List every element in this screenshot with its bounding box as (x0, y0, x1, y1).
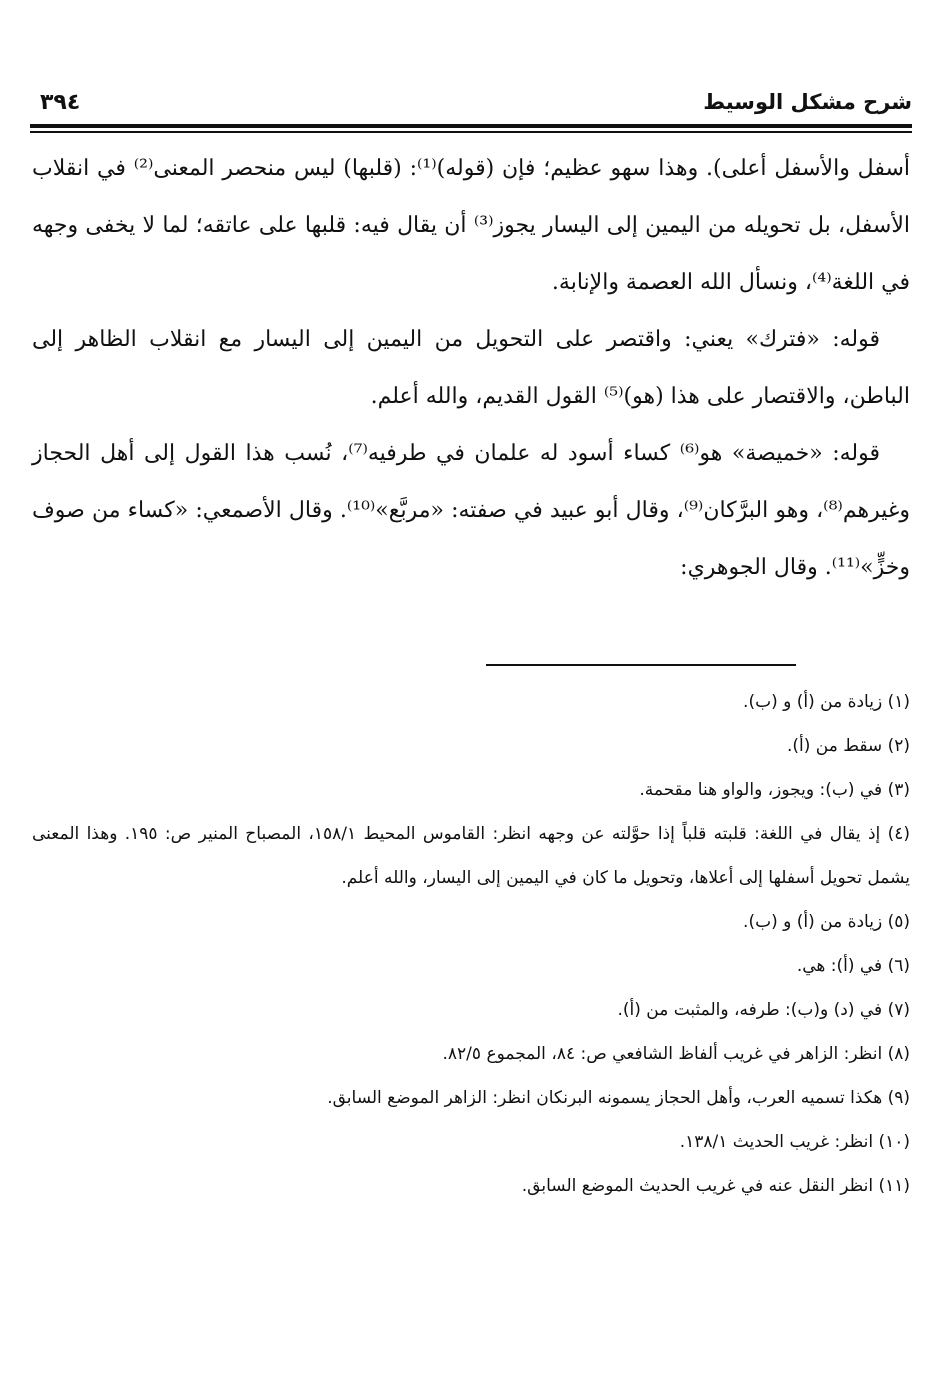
footnote-7: (٧) في (د) و(ب): طرفه، والمثبت من (أ). (617, 1000, 910, 1020)
page-header (30, 90, 912, 126)
footnote-8: (٨) انظر: الزاهر في غريب ألفاظ الشافعي ص: ٨٤، المجموع ٨٢/٥. (442, 1044, 910, 1064)
main-text (32, 140, 910, 596)
footnote-9: (٩) هكذا تسميه العرب، وأهل الحجاز يسمونه البرنكان انظر: الزاهر الموضع السابق. (327, 1088, 910, 1108)
footnote-1: (١) زيادة من (أ) و (ب). (743, 692, 910, 712)
paragraph-1: أسفل والأسفل أعلى). وهذا سهو عظيم؛ فإن (قوله)⁽¹⁾: (قلبها) ليس منحصر المعنى⁽²⁾ في انقلاب الأسفل، بل تحويله من اليمين إلى اليسار يجوز⁽³⁾ أن يقال فيه: قلبها على عاتقه؛ لما لا يخفى وجهه في اللغة⁽⁴⁾، ونسأل الله العصمة والإنابة. (32, 156, 911, 295)
footnote-3: (٣) في (ب): ويجوز، والواو هنا مقحمة. (639, 780, 910, 800)
header-rule-thick (30, 124, 912, 128)
footnotes (32, 680, 910, 1208)
paragraph-3: قوله: «خميصة» هو⁽⁶⁾ كساء أسود له علمان في طرفيه⁽⁷⁾، نُسب هذا القول إلى أهل الحجاز وغيرهم⁽⁸⁾، وهو البرَّكان⁽⁹⁾، وقال أبو عبيد في صفته: «مربَّع»⁽¹⁰⁾. وقال الأصمعي: «كساء من صوف وخزٍّ»⁽¹¹⁾. وقال الجوهري: (32, 441, 910, 580)
page-number: ٣٩٤ (40, 90, 81, 115)
footnote-2: (٢) سقط من (أ). (786, 736, 910, 756)
footnote-separator (486, 664, 796, 666)
footnote-11: (١١) انظر النقل عنه في غريب الحديث الموضع السابق. (521, 1176, 910, 1196)
header-rule-thin (30, 131, 912, 133)
paragraph-2: قوله: «فترك» يعني: واقتصر على التحويل من اليمين إلى اليسار مع انقلاب الظاهر إلى الباطن، والاقتصار على هذا (هو)⁽⁵⁾ القول القديم، والله أعلم. (32, 327, 910, 409)
footnote-4: (٤) إذ يقال في اللغة: قلبته قلباً إذا حوَّلته عن وجهه انظر: القاموس المحيط ١٥٨/١، المصباح المنير ص: ١٩٥. وهذا المعنى يشمل تحويل أسفلها إلى أعلاها، وتحويل ما كان في اليمين إلى اليسار، والله أعلم. (32, 824, 911, 888)
footnote-6: (٦) في (أ): هي. (796, 956, 910, 976)
footnote-5: (٥) زيادة من (أ) و (ب). (743, 912, 910, 932)
running-title: شرح مشكل الوسيط (703, 90, 912, 114)
footnote-10: (١٠) انظر: غريب الحديث ١٣٨/١. (679, 1132, 910, 1152)
